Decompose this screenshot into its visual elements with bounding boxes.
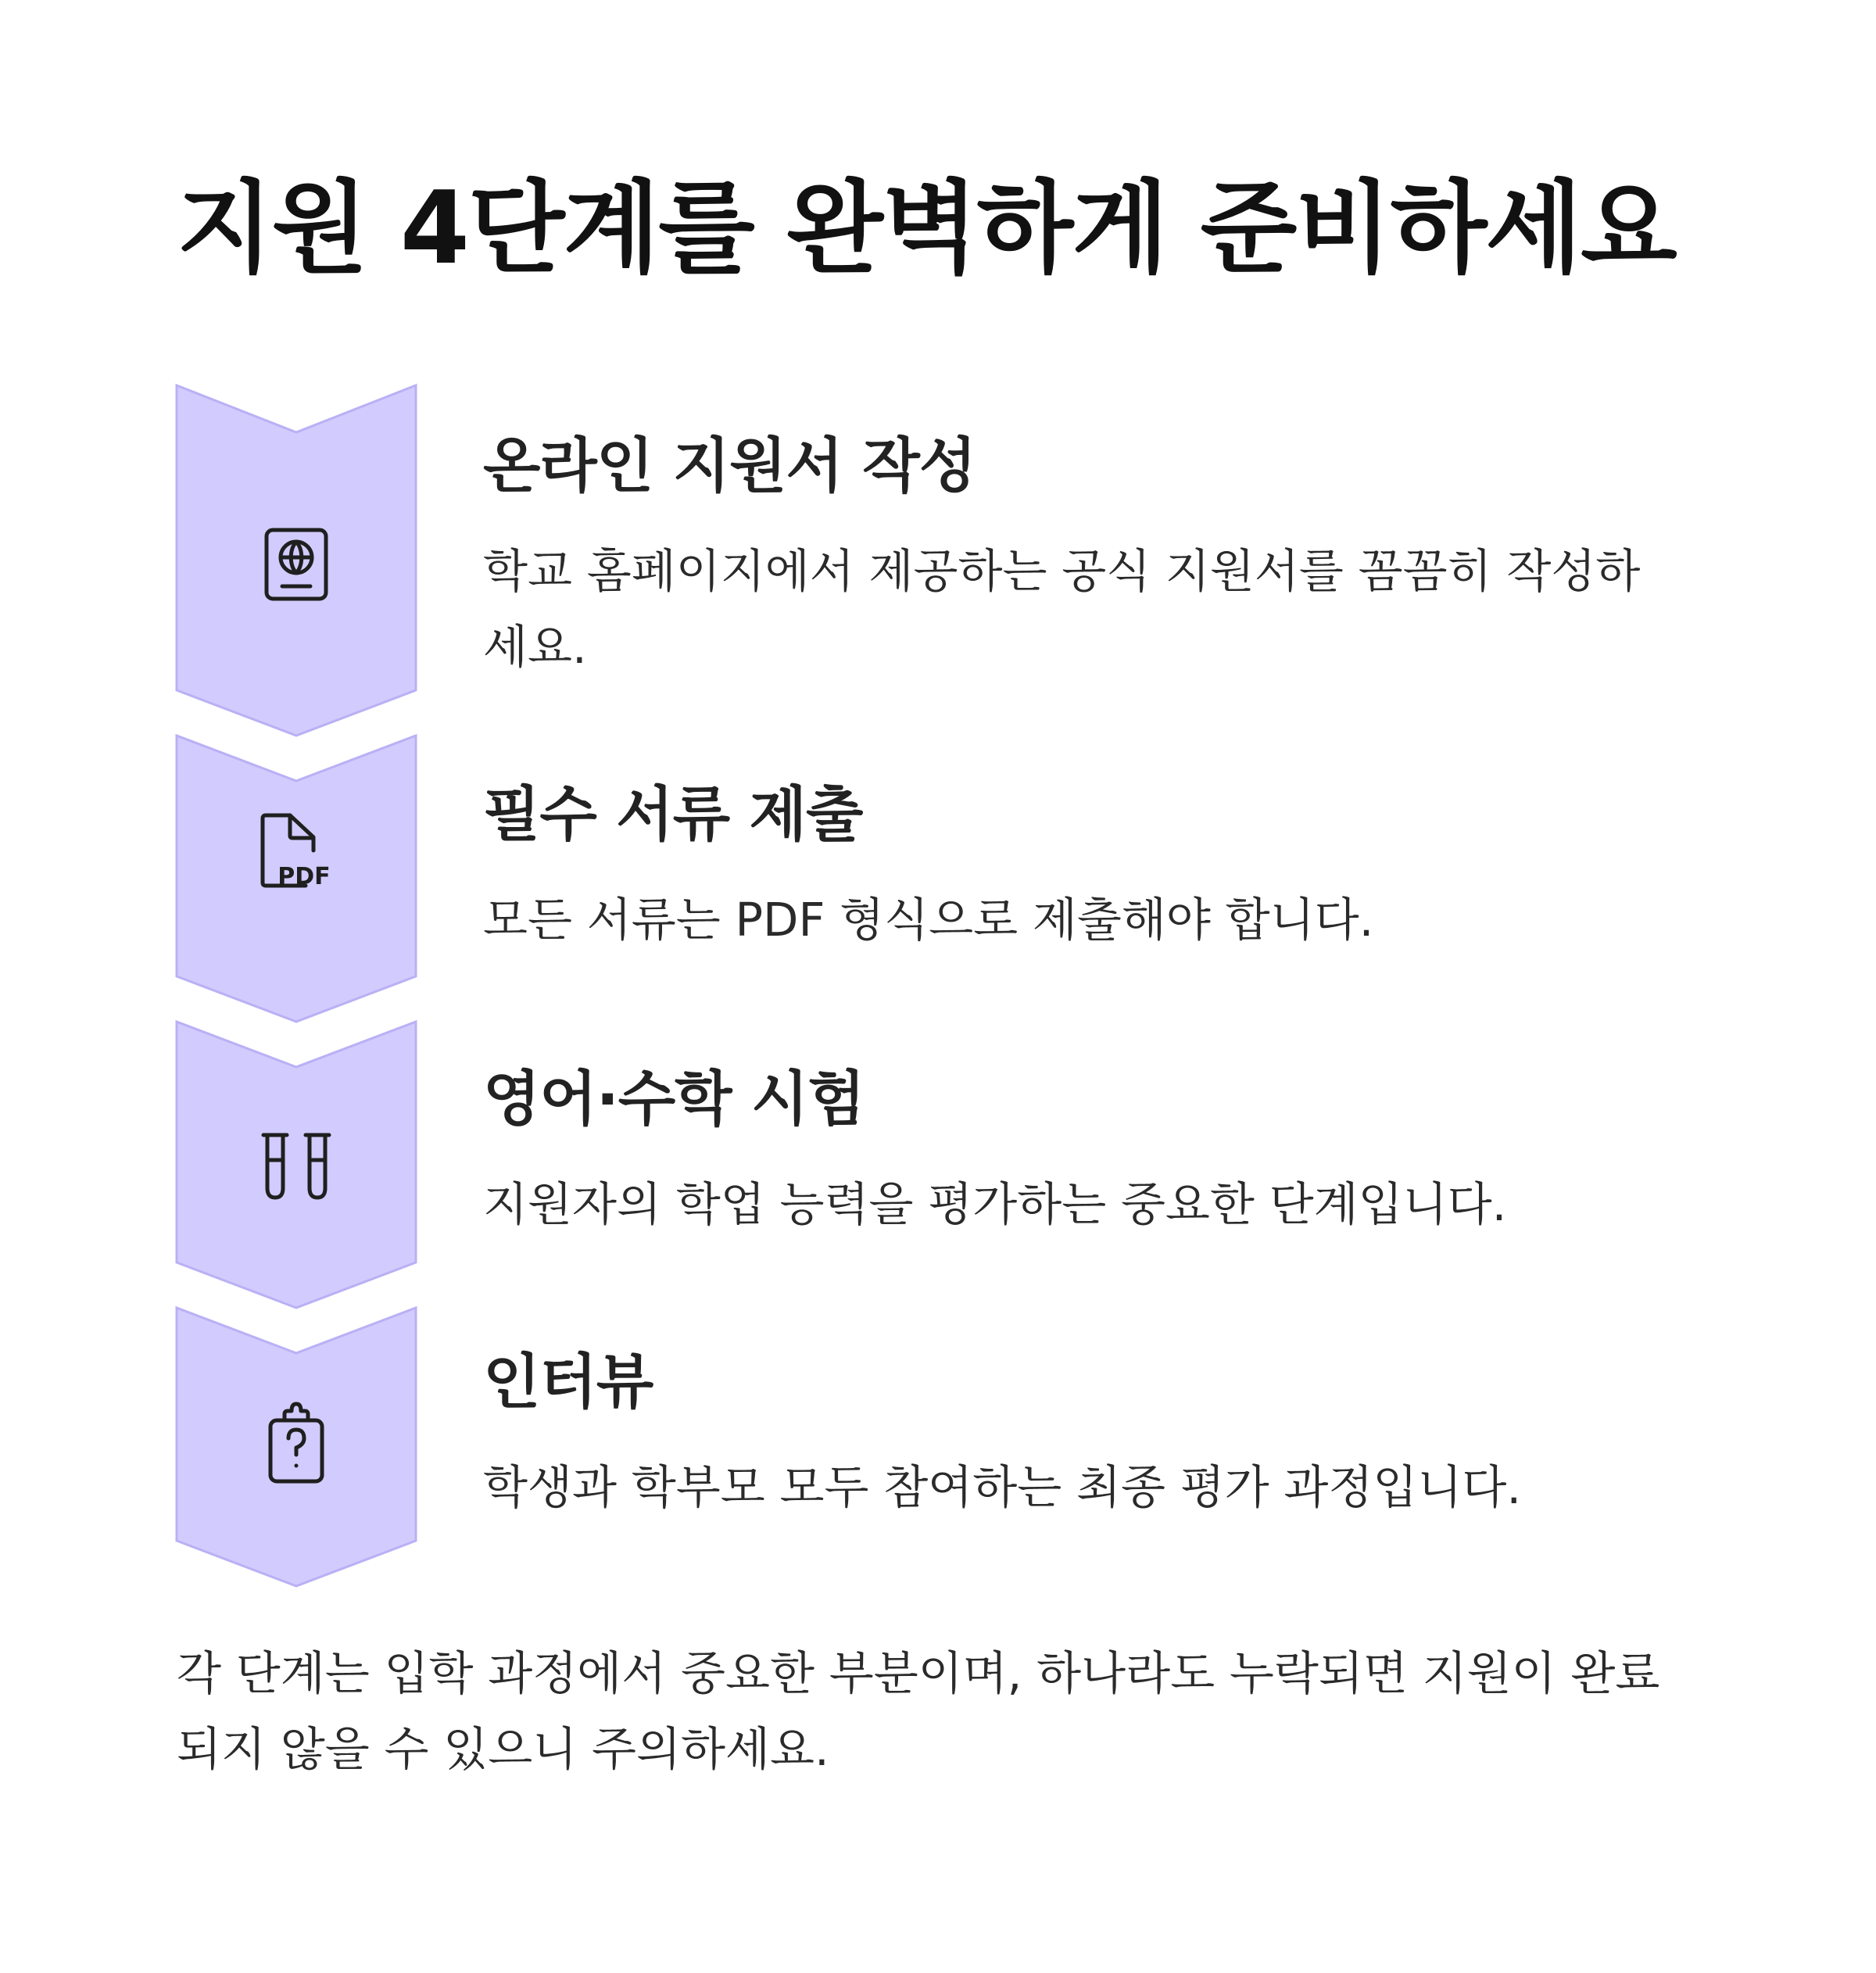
step-1-chevron [177, 385, 416, 736]
step-4 [483, 1345, 1702, 1525]
step-3-description: 지원자의 학업 능력을 평가하는 중요한 단계입니다. [483, 1177, 1507, 1231]
step-4-title: 인터뷰 [483, 1347, 653, 1416]
footer-note: 각 단계는 입학 과정에서 중요한 부분이며, 하나라도 누락되면 지원이 완료되지 않을 수 있으니 주의하세요. [177, 1646, 1660, 1776]
page-title: 지원 4단계를 완벽하게 준비하세요 [177, 170, 1676, 287]
pdf-icon-label: PDF [277, 863, 331, 890]
step-2-description: 모든 서류는 PDF 형식으로 제출해야 합니다. [483, 893, 1374, 947]
step-3-title: 영어·수학 시험 [483, 1064, 865, 1133]
step-1 [483, 428, 1702, 685]
step-3-chevron [177, 1022, 416, 1308]
step-2 [483, 777, 1702, 958]
step-1-description: 학교 홈페이지에서 제공하는 공식 지원서를 꼼꼼히 작성하세요. [483, 544, 1641, 674]
step-2-title: 필수 서류 제출 [483, 779, 863, 849]
step-3 [483, 1062, 1702, 1242]
step-4-description: 학생과 학부모 모두 참여하는 최종 평가 과정입니다. [483, 1460, 1522, 1514]
step-chevron-stack [175, 384, 417, 1588]
step-1-title: 온라인 지원서 작성 [483, 431, 976, 500]
